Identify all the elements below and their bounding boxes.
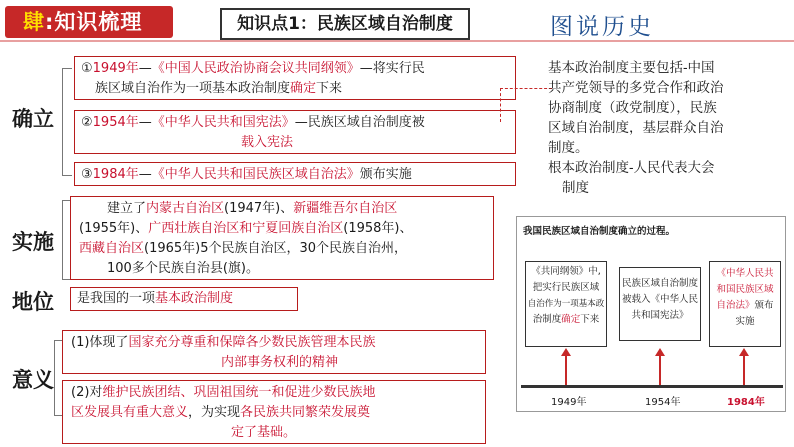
region-name: 内蒙古自治区 xyxy=(146,201,225,216)
box-line: 共和国宪法》 xyxy=(631,310,689,321)
bracket-queli xyxy=(62,68,72,176)
text: 建立了 xyxy=(107,201,147,216)
text: 体现了 xyxy=(89,335,129,350)
text: ，为实现 xyxy=(188,405,241,420)
box-line: 《中华人民共 xyxy=(716,268,774,279)
badge-title: :知识梳理 xyxy=(45,10,143,34)
side-description xyxy=(548,58,788,198)
desc-line: 制度 xyxy=(562,180,589,196)
section-badge xyxy=(5,6,173,38)
yiyi-item-2 xyxy=(62,380,486,444)
item-text: —将实行民 xyxy=(359,61,425,76)
year-1949: 1949年 xyxy=(551,397,587,408)
desc-line: 共产党领导的多党合作和政治 xyxy=(548,80,724,96)
label-diwei: 地位 xyxy=(12,289,54,314)
badge-number: 肆 xyxy=(23,10,45,34)
label-yiyi: 意义 xyxy=(12,367,54,392)
desc-line: 区域自治制度，基层群众自治 xyxy=(548,120,724,136)
dash: — xyxy=(138,167,152,182)
item-number: ③ xyxy=(81,167,93,182)
keyword: 维护民族团结、巩固祖国统一和促进少数民族地 xyxy=(102,385,376,400)
desc-line: 制度。 xyxy=(548,140,589,156)
item-text: 颁布实施 xyxy=(359,167,412,182)
desc-line: 基本政治制度主要包括-中国 xyxy=(548,60,715,76)
keyword: 定了基础。 xyxy=(231,425,297,440)
keyword: 内部事务权利的精神 xyxy=(221,355,339,370)
dash: — xyxy=(138,115,152,130)
diagram-caption: 我国民族区域自治制度确立的过程。 xyxy=(523,226,676,237)
arrow-up-1954 xyxy=(659,355,661,385)
text: (1955年)、 xyxy=(79,221,149,236)
desc-line: 协商制度（政党制度），民族 xyxy=(548,100,717,116)
label-shishi: 实施 xyxy=(12,229,54,254)
text: (1965年)5个民族自治区，30个民族自治州， xyxy=(144,241,408,256)
item-number: ① xyxy=(81,61,93,76)
queli-item-3 xyxy=(74,162,516,186)
region-name: 新疆维吾尔自治区 xyxy=(293,201,398,216)
box-line: 自治作为一项基本政 xyxy=(527,299,605,309)
text: 100多个民族自治县(旗)。 xyxy=(107,261,259,276)
box-line: 被载入《中华人民 xyxy=(621,294,698,305)
year: 1954年 xyxy=(92,115,139,130)
year-1984: 1984年 xyxy=(727,397,765,408)
box-line: 实施 xyxy=(735,316,755,327)
keyword: 基本政治制度 xyxy=(155,291,234,306)
bracket-shishi xyxy=(62,200,70,280)
item-text: 下来 xyxy=(316,81,343,96)
document-name: 《中国人民政治协商会议共同纲领》 xyxy=(151,61,360,76)
side-title: 图说历史 xyxy=(550,14,654,40)
desc-line: 根本政治制度-人民代表大会 xyxy=(548,160,715,176)
arrow-up-1949 xyxy=(565,355,567,385)
region-name: 西藏自治区 xyxy=(79,241,145,256)
box-line: 下来 xyxy=(580,314,600,325)
keyword: 载入宪法 xyxy=(241,135,294,150)
bracket-yiyi xyxy=(54,340,62,416)
arrow-up-1984 xyxy=(743,355,745,385)
document-name: 《中华人民共和国民族区域自治法》 xyxy=(151,167,360,182)
diagram-box-1949 xyxy=(525,261,607,347)
year-1954: 1954年 xyxy=(645,397,681,408)
text: 对 xyxy=(89,385,103,400)
diwei-box xyxy=(70,287,298,311)
shishi-box xyxy=(70,196,494,280)
text: (1958年)、 xyxy=(343,221,413,236)
item-number: (2) xyxy=(71,385,90,400)
region-name: 广西壮族自治区和宁夏回族自治区 xyxy=(148,221,344,236)
header-divider xyxy=(0,40,794,42)
keyword: 确定 xyxy=(561,314,581,325)
connector-vertical xyxy=(500,88,502,122)
timeline-axis xyxy=(521,385,783,388)
keyword: 国家充分尊重和保障各少数民族管理本民族 xyxy=(128,335,376,350)
text: 是我国的一项 xyxy=(77,291,156,306)
diagram-box-1984 xyxy=(709,261,781,347)
diagram-box-1954 xyxy=(619,267,701,341)
timeline-diagram xyxy=(516,216,786,412)
box-line: 颁布 xyxy=(754,300,774,311)
box-line: 自治法》 xyxy=(716,300,755,311)
box-line: 治制度 xyxy=(532,314,562,325)
item-text: —民族区域自治制度被 xyxy=(294,115,425,130)
item-number: (1) xyxy=(71,335,90,350)
knowledge-point-title: 知识点1：民族区域自治制度 xyxy=(220,8,470,40)
queli-item-1 xyxy=(74,56,516,100)
year: 1949年 xyxy=(92,61,139,76)
box-line: 民族区域自治制度 xyxy=(621,278,698,289)
keyword: 各民族共同繁荣发展奠 xyxy=(240,405,371,420)
box-line: 把实行民族区域 xyxy=(532,282,600,293)
queli-item-2 xyxy=(74,110,516,154)
keyword: 确定 xyxy=(290,81,317,96)
dash: — xyxy=(138,61,152,76)
yiyi-item-1 xyxy=(62,330,486,374)
document-name: 《中华人民共和国宪法》 xyxy=(151,115,295,130)
box-line: 和国民族区域 xyxy=(716,284,774,295)
text: (1947年)、 xyxy=(224,201,294,216)
box-line: 《共同纲领》中, xyxy=(531,266,601,277)
year: 1984年 xyxy=(92,167,139,182)
connector-horizontal xyxy=(500,88,552,90)
item-text: 族区域自治作为一项基本政治制度 xyxy=(95,81,291,96)
keyword: 区发展具有重大意义 xyxy=(71,405,189,420)
item-number: ② xyxy=(81,115,93,130)
label-queli: 确立 xyxy=(12,106,54,131)
